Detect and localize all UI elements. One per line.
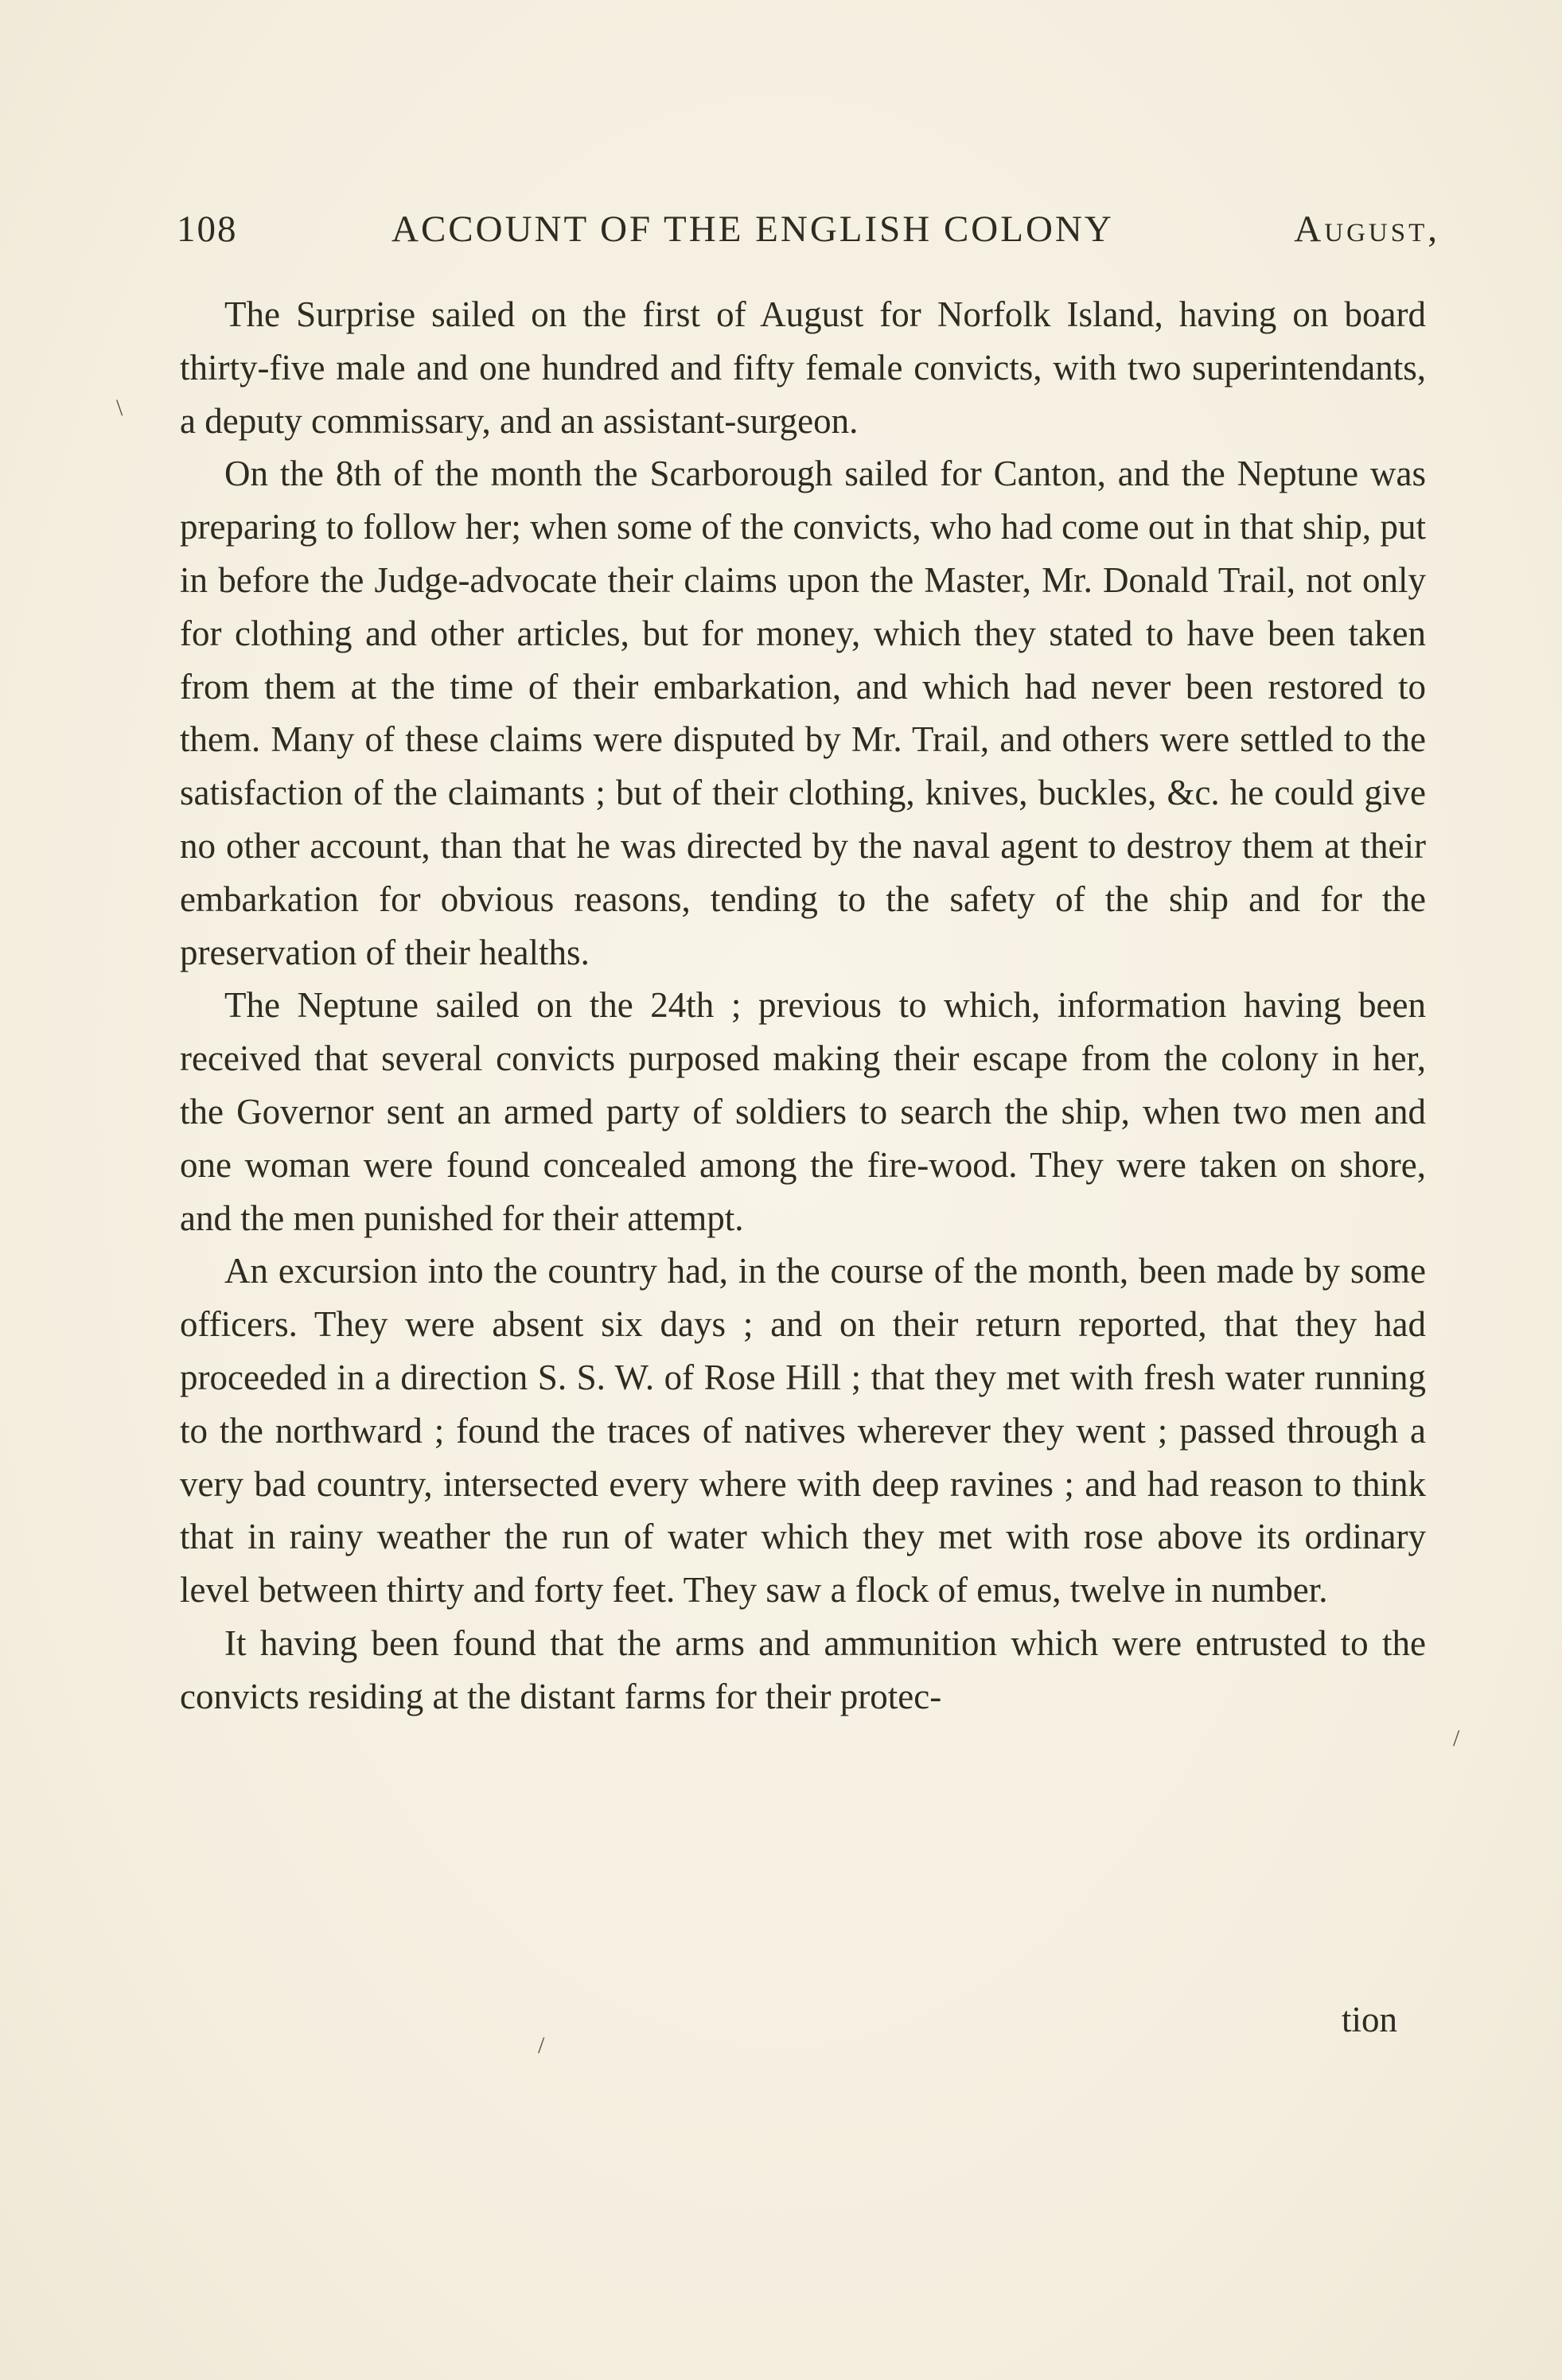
paragraph: It having been found that the arms and ammunition which were entrusted to the convicts residing at the distant farms for their protec- (180, 1622, 1426, 1716)
paragraph: The Neptune sailed on the 24th ; previous to which, information having been received that several convicts purposed making their escape from the colony in her, the Governor sent an armed party of soldiers to search the ship, when two men and one woman were found concealed among the fire-wood. They were taken on shore, and the men punished for their attempt. (180, 985, 1426, 1238)
paragraph: On the 8th of the month the Scarborough sailed for Canton, and the Neptune was preparing to follow her; when some of the convicts, who had come out in that ship, put in before the Judge-advocate their claims upon the Master, Mr. Donald Trail, not only for clothing and other articles, but for money, which they stated to have been taken from them at the time of their embarkation, and which had never been restored to them. Many of these claims were disputed by Mr. Trail, and others were settled to the satisfaction of the claimants ; but of their clothing, knives, buckles, &c. he could give no other account, than that he was directed by the naval agent to destroy them at their embarkation for obvious reasons, tending to the safety of the ship and for the preservation of their healths. (180, 454, 1426, 972)
running-month: August, (1294, 208, 1440, 250)
running-head (177, 205, 1440, 253)
paragraph: An excursion into the country had, in the course of the month, been made by some officers. They were absent six days ; and on their return reported, that they had proceeded in a direction S. S. W. of Rose Hill ; that they met with fresh water running to the northward ; found the traces of natives wherever they went ; passed through a very bad country, intersected every where with deep ravines ; and had reason to think that in rainy weather the run of water which they met with rose above its ordinary level between thirty and forty feet. They saw a flock of emus, twelve in number. (180, 1251, 1426, 1611)
catchword: tion (1341, 2000, 1397, 2039)
page-number: 108 (177, 208, 238, 250)
ink-speck: \ (116, 395, 123, 421)
running-title: ACCOUNT OF THE ENGLISH COLONY (391, 208, 1114, 250)
ink-speck: / (1453, 1725, 1460, 1751)
ink-speck: / (538, 2032, 545, 2059)
body-text (180, 288, 1426, 1724)
paragraph: The Surprise sailed on the first of August for Norfolk Island, having on board thirty-five male and one hundred and fifty female convicts, with two superintendants, a deputy commissary, and an assistant-surgeon. (180, 294, 1426, 441)
